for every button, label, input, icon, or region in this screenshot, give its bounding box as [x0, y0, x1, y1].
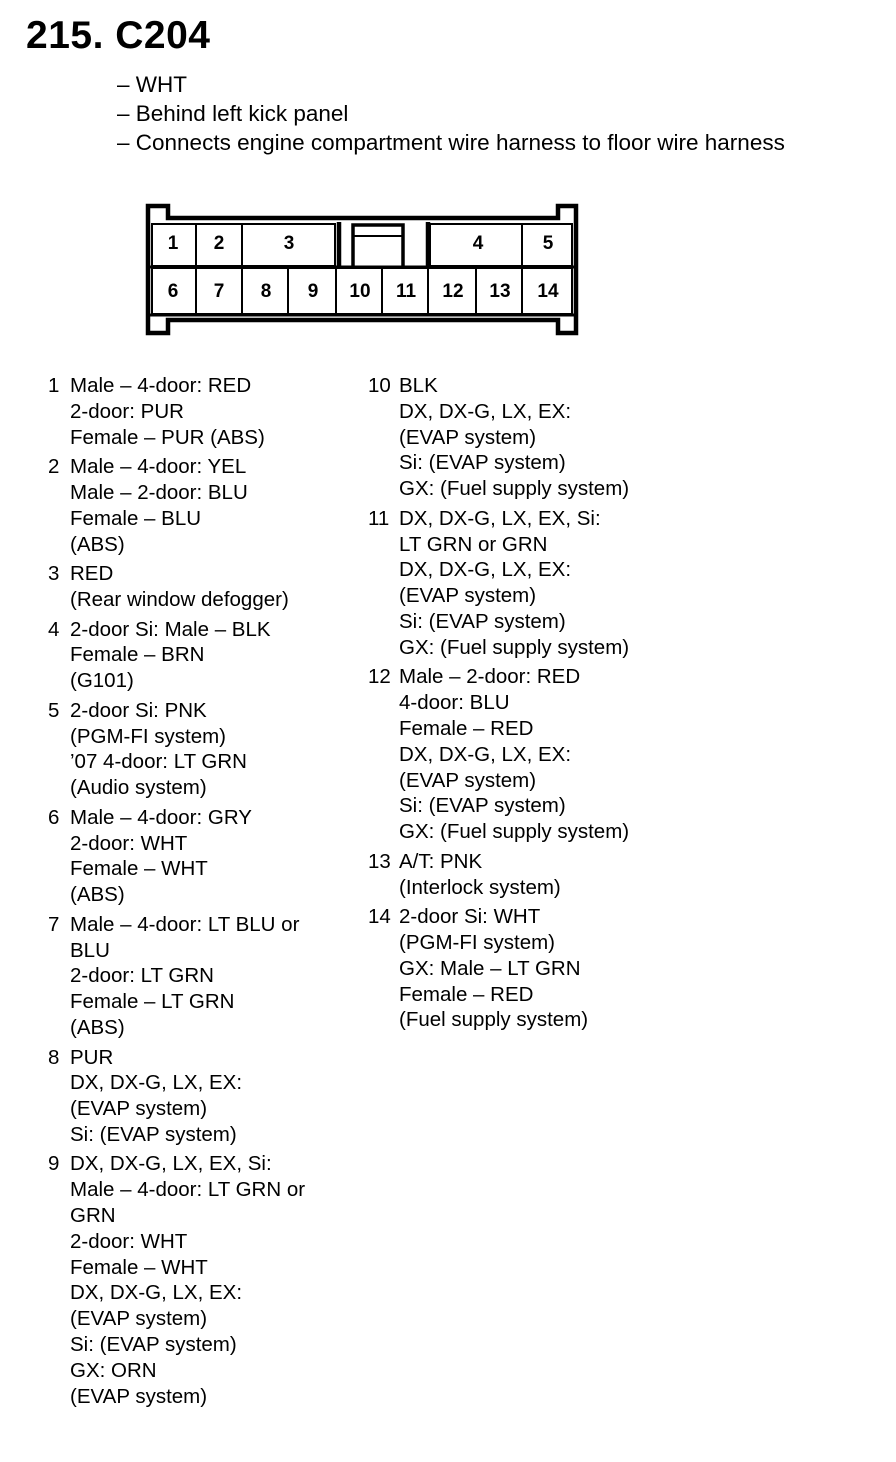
pin-description-line: (Audio system): [70, 776, 207, 800]
pin-description-line: Female – LT GRN: [70, 990, 235, 1014]
pin-description-line: Female – RED: [399, 716, 534, 740]
pin-label-8: 8: [260, 281, 272, 302]
pin-description-line: Si: (EVAP system): [399, 451, 566, 475]
pin-description-line: (EVAP system): [399, 584, 537, 608]
pin-description-line: (G101): [70, 669, 134, 693]
pin-list-left: [48, 373, 305, 1413]
pin-number: 2: [48, 455, 60, 479]
pin-description-line: (ABS): [70, 883, 125, 907]
pin-label-1: 1: [167, 233, 179, 254]
pin-description-line: Si: (EVAP system): [70, 1333, 237, 1357]
pin-entry-13: [368, 849, 629, 901]
pin-description-line: Male – 4-door: LT GRN or: [70, 1178, 306, 1202]
connector-diagram: [140, 198, 590, 348]
pin-description-line: Si: (EVAP system): [399, 794, 566, 818]
pin-number: 9: [48, 1152, 60, 1176]
pin-description-line: DX, DX-G, LX, EX:: [70, 1281, 243, 1305]
pin-entry-8: [48, 1045, 305, 1148]
pin-description-line: 2-door: PUR: [70, 399, 184, 423]
pin-description-line: GX: (Fuel supply system): [399, 820, 630, 844]
pin-description-line: ’07 4-door: LT GRN: [70, 750, 247, 774]
pin-entry-6: [48, 805, 305, 908]
pin-description-line: (PGM-FI system): [70, 724, 227, 748]
pin-label-9: 9: [307, 281, 319, 302]
pin-description-line: 2-door Si: WHT: [399, 905, 541, 929]
pin-label-6: 6: [167, 281, 179, 302]
pin-description-line: (PGM-FI system): [399, 930, 556, 954]
pin-description-line: (EVAP system): [399, 768, 537, 792]
pin-label-5: 5: [542, 233, 554, 254]
pin-entry-14: [368, 904, 629, 1033]
pin-label-10: 10: [349, 281, 371, 302]
pin-description-line: 2-door: WHT: [70, 831, 188, 855]
pin-description-line: (EVAP system): [70, 1307, 208, 1331]
pin-description-line: Male – 2-door: BLU: [70, 480, 248, 504]
pin-description-line: RED: [70, 562, 114, 586]
pin-label-3: 3: [283, 233, 295, 254]
page-title: [26, 14, 210, 58]
connector-description: [117, 70, 785, 157]
pin-label-2: 2: [213, 233, 225, 254]
section-number: 215.: [26, 14, 104, 57]
pin-label-14: 14: [537, 281, 559, 302]
pin-entry-12: [368, 664, 629, 845]
pin-number: 6: [48, 805, 60, 829]
pin-description-line: Female – BRN: [70, 643, 205, 667]
pin-description-line: 2-door: LT GRN: [70, 964, 214, 988]
pin-description-line: DX, DX-G, LX, EX, Si:: [70, 1152, 272, 1176]
pin-description-line: (EVAP system): [399, 425, 537, 449]
pin-description-line: Si: (EVAP system): [70, 1122, 237, 1146]
pin-description-line: Si: (EVAP system): [399, 609, 566, 633]
pin-description-line: Female – RED: [399, 982, 534, 1006]
pin-number: 5: [48, 698, 60, 722]
pin-label-11: 11: [395, 281, 417, 302]
pin-description-line: 2-door Si: PNK: [70, 698, 207, 722]
pin-description-line: GX: ORN: [70, 1358, 157, 1382]
pin-description-line: GX: (Fuel supply system): [399, 635, 630, 659]
description-location: – Behind left kick panel: [117, 101, 349, 126]
pin-description-line: DX, DX-G, LX, EX:: [399, 558, 572, 582]
pin-description-line: GX: (Fuel supply system): [399, 477, 630, 501]
pin-number: 4: [48, 617, 60, 641]
pin-description-line: GX: Male – LT GRN: [399, 956, 581, 980]
pin-description-line: Female – WHT: [70, 1255, 208, 1279]
pin-description-line: Male – 4-door: GRY: [70, 805, 252, 829]
description-color: – WHT: [117, 72, 187, 97]
pin-entry-2: [48, 454, 305, 557]
pin-description-line: (Rear window defogger): [70, 587, 289, 611]
pin-description-line: 2-door Si: Male – BLK: [70, 617, 271, 641]
pin-number: 11: [368, 506, 390, 530]
pin-entry-7: [48, 912, 305, 1041]
pin-entry-11: [368, 506, 629, 661]
pin-number: 8: [48, 1045, 60, 1069]
pin-entry-1: [48, 373, 305, 450]
pin-description-line: PUR: [70, 1045, 114, 1069]
pin-description-line: DX, DX-G, LX, EX:: [70, 1071, 243, 1095]
pin-description-line: (ABS): [70, 532, 125, 556]
pin-entry-4: [48, 617, 305, 694]
pin-number: 12: [368, 665, 391, 689]
pin-number: 1: [48, 374, 60, 397]
pin-description-line: (EVAP system): [70, 1384, 208, 1408]
pin-description-line: Female – PUR (ABS): [70, 425, 265, 449]
locking-tab: [353, 225, 403, 266]
pin-label-12: 12: [442, 281, 464, 302]
pin-description-line: (ABS): [70, 1015, 125, 1039]
pin-entry-10: [368, 373, 629, 502]
connector-face-svg: [140, 198, 590, 343]
pin-description-line: Male – 4-door: YEL: [70, 455, 247, 479]
pin-description-line: BLU: [70, 938, 110, 962]
pin-description-line: (Fuel supply system): [399, 1008, 589, 1032]
pin-number: 10: [368, 374, 391, 397]
pin-description-line: DX, DX-G, LX, EX:: [399, 742, 572, 766]
pin-description-line: Male – 2-door: RED: [399, 665, 581, 689]
pin-description-line: GRN: [70, 1204, 116, 1228]
pin-description-line: A/T: PNK: [399, 849, 483, 873]
pin-description-line: 4-door: BLU: [399, 691, 510, 715]
pin-description-line: BLK: [399, 374, 438, 397]
pin-number: 7: [48, 912, 60, 936]
pin-description-line: Female – WHT: [70, 857, 208, 881]
pin-list-right: [368, 373, 629, 1037]
pin-number: 14: [368, 905, 391, 929]
pin-description-line: (EVAP system): [70, 1097, 208, 1121]
pin-entry-9: [48, 1151, 305, 1409]
pin-label-4: 4: [472, 233, 484, 254]
pin-entry-3: [48, 561, 305, 613]
description-connection: – Connects engine compartment wire harness to floor wire harness: [117, 130, 785, 155]
pin-label-7: 7: [213, 281, 225, 302]
connector-id: C204: [115, 14, 211, 57]
pin-description-line: (Interlock system): [399, 875, 561, 899]
pin-description-line: Male – 4-door: RED: [70, 374, 252, 397]
pin-label-13: 13: [489, 281, 511, 302]
pin-description-line: DX, DX-G, LX, EX:: [399, 399, 572, 423]
pin-description-line: 2-door: WHT: [70, 1229, 188, 1253]
pin-number: 13: [368, 849, 391, 873]
pin-number: 3: [48, 562, 60, 586]
pin-description-line: LT GRN or GRN: [399, 532, 548, 556]
pin-description-line: Male – 4-door: LT BLU or: [70, 912, 300, 936]
pin-entry-5: [48, 698, 305, 801]
pin-description-line: DX, DX-G, LX, EX, Si:: [399, 506, 601, 530]
pin-description-line: Female – BLU: [70, 506, 202, 530]
